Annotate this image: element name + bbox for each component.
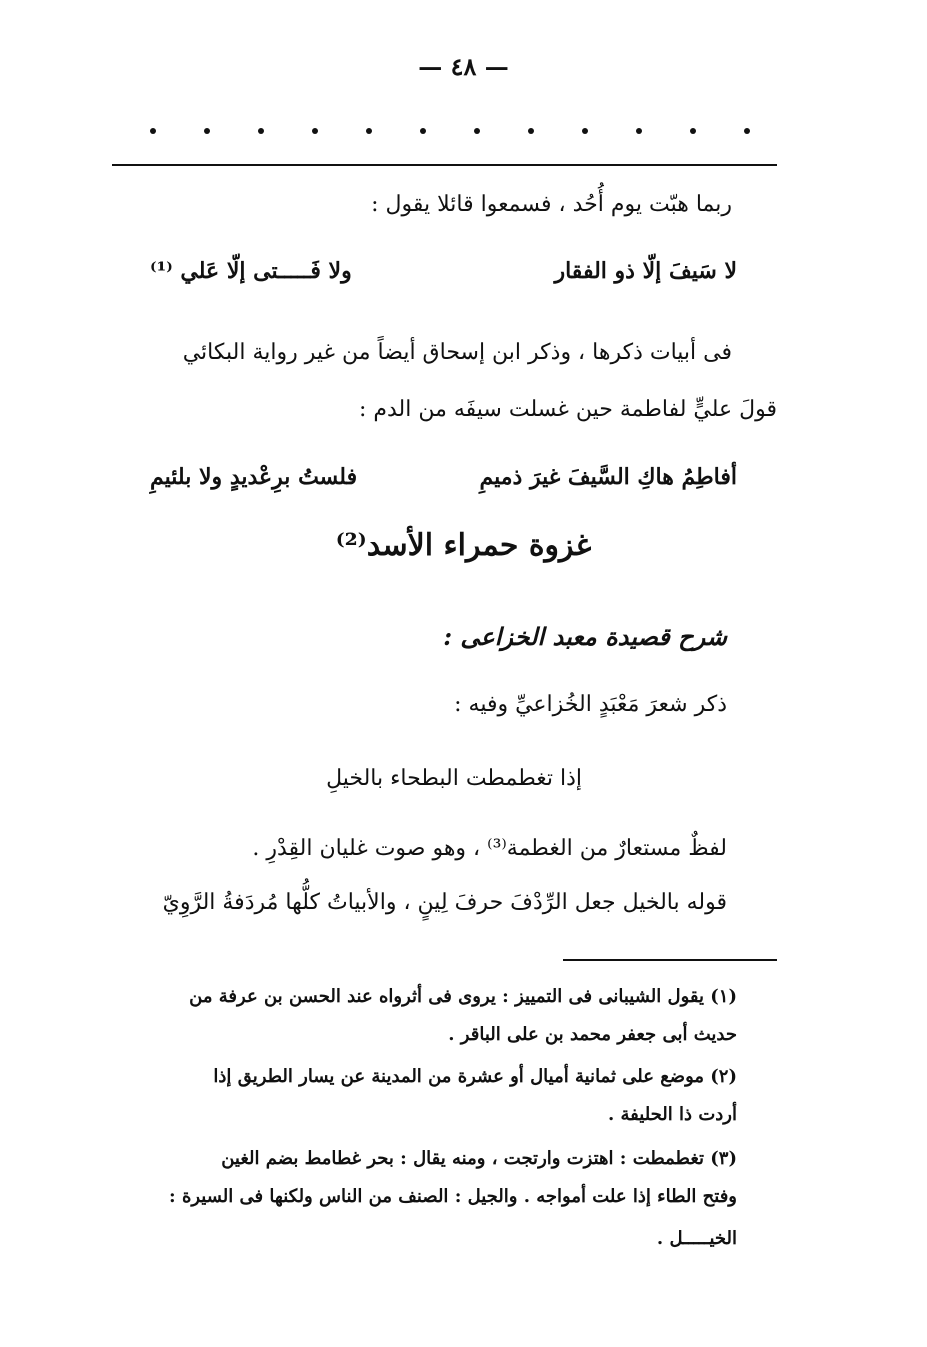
footnote-2-line-2: أردت ذا الحليفة . [608, 1104, 737, 1125]
footnote-3-line-2: وفتح الطاء إذا علت أمواجه . والجيل : الصنف من الناس ولكنها فى السيرة : [169, 1186, 737, 1207]
section-heading: غزوة حمراء الأسد⁽²⁾ [335, 528, 592, 563]
verse-1 [150, 258, 737, 284]
body-line-3: قولَ عليٍّ لفاطمة حين غسلت سيفَه من الدم : [358, 397, 777, 422]
footnote-rule [563, 959, 777, 961]
verse-1-left-hemistich: ولا فَـــــتى إلّا عَلي ⁽¹⁾ [150, 258, 352, 284]
body-line-6: لفظٌ مستعارٌ من الغطمة⁽³⁾ ، وهو صوت غليان القِدْرِ . [252, 836, 727, 861]
footnote-1-line-1: (١) يقول الشيبانى فى التمييز : يروى فى أثرواه عند الحسن بن عرفة من [189, 986, 737, 1007]
page-number: — ٤٨ — [418, 52, 509, 81]
verse-2-left-hemistich: فلستُ برِعْديدٍ ولا بلئيمِ [150, 464, 358, 490]
verse-2 [150, 464, 737, 490]
verse-1-right-hemistich: لا سَيفَ إلّا ذو الفقار [554, 258, 737, 284]
ellipsis-separator [150, 128, 750, 134]
footnote-3-line-1: (٣) تغطمطت : اهتزت وارتجت ، ومنه يقال : بحر غطامط بضم الغين [221, 1148, 737, 1169]
body-line-2: فى أبيات ذكرها ، وذكر ابن إسحاق أيضاً من غير رواية البكائي [182, 340, 732, 365]
body-line-4: ذكر شعرَ مَعْبَدٍ الخُزاعيِّ وفيه : [454, 692, 727, 717]
body-line-1: ربما هبّت يوم أُحُد ، فسمعوا قائلا يقول : [371, 192, 732, 217]
body-line-7: قوله بالخيل جعل الرِّدْفَ حرفَ لِينٍ ، والأبياتُ كلُّها مُردَفةُ الرَّوِيّ [162, 890, 727, 915]
subsection-heading: شرح قصيدة معبد الخزاعى : [443, 622, 727, 651]
verse-2-right-hemistich: أفاطِمُ هاكِ السَّيفَ غيرَ ذميمِ [479, 464, 737, 490]
footnote-2-line-1: (٢) موضع على ثمانية أميال أو عشرة من المدينة عن يسار الطريق إذا [213, 1066, 737, 1087]
footnote-3-line-3: الخيـــــل . [656, 1228, 737, 1249]
header-rule [112, 164, 777, 166]
body-line-5: إذا تغطمطت البطحاء بالخيلِ [326, 766, 582, 791]
footnote-1-line-2: حديث أبى جعفر محمد بن على الباقر . [448, 1024, 737, 1045]
